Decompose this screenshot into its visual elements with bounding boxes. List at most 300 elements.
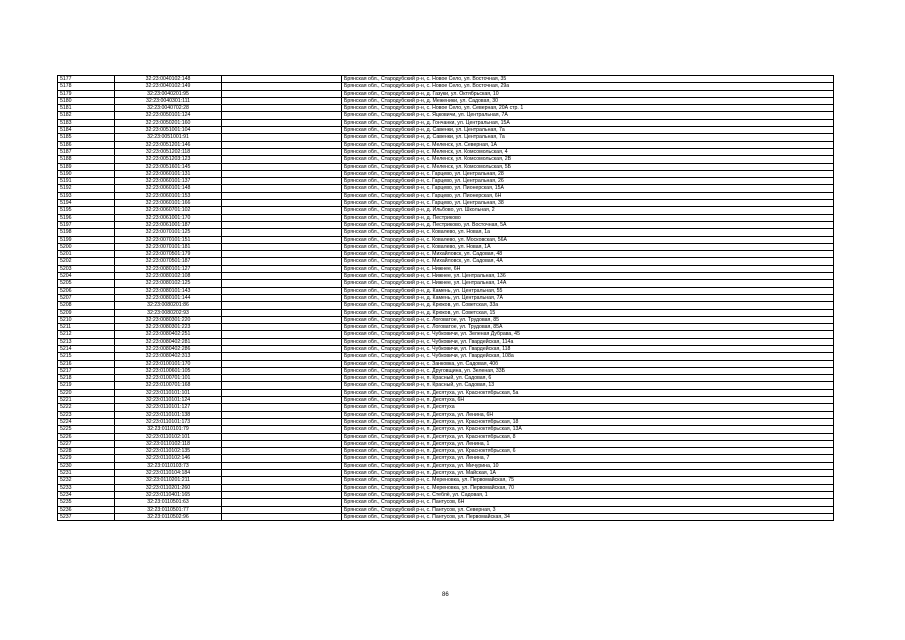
table-row (58, 353, 834, 360)
address-cell: Брянская обл., Стародубский р-н, д. Камень, ул. Центральная, 7А (342, 294, 834, 301)
row-number-cell: 5190 (58, 170, 115, 177)
row-number-cell: 5215 (58, 353, 115, 360)
address-cell: Брянская обл., Стародубский р-н, с. Меленск, ул. Комсомольская, 5Б (342, 163, 834, 170)
empty-cell (222, 462, 342, 469)
empty-cell (222, 185, 342, 192)
row-number-cell: 5192 (58, 185, 115, 192)
empty-cell (222, 229, 342, 236)
table-row (58, 287, 834, 294)
address-cell: Брянская обл., Стародубский р-н, с. Нижнее, 6Н (342, 265, 834, 272)
empty-cell (222, 200, 342, 207)
table-row (58, 309, 834, 316)
table-row (58, 251, 834, 258)
address-cell: Брянская обл., Стародубский р-н, с. Стеблё, ул. Садовая, 1 (342, 491, 834, 498)
address-cell: Брянская обл., Стародубский р-н, п. Десятуха, ул. Ленина, 6Н (342, 411, 834, 418)
address-cell: Брянская обл., Стародубский р-н, д. Крюков, ул. Советская, 33а (342, 302, 834, 309)
table-row (58, 170, 834, 177)
table-row (58, 506, 834, 513)
cadastral-number-cell: 32:23:0070101:125 (115, 229, 222, 236)
cadastral-number-cell: 32:23:0080202:93 (115, 309, 222, 316)
cadastral-number-cell: 32:23:0110101:124 (115, 397, 222, 404)
empty-cell (222, 148, 342, 155)
row-number-cell: 5213 (58, 338, 115, 345)
table-row (58, 76, 834, 83)
row-number-cell: 5217 (58, 367, 115, 374)
row-number-cell: 5202 (58, 258, 115, 265)
address-cell: Брянская обл., Стародубский р-н, с. Новое Село, ул. Восточная, 35 (342, 76, 834, 83)
address-cell: Брянская обл., Стародубский р-н, д. Пестриково (342, 214, 834, 221)
table-row (58, 221, 834, 228)
cadastral-number-cell: 32:23:0080101:127 (115, 265, 222, 272)
row-number-cell: 5226 (58, 433, 115, 440)
table-row (58, 375, 834, 382)
table-row (58, 324, 834, 331)
table-row (58, 448, 834, 455)
table-row (58, 499, 834, 506)
address-cell: Брянская обл., Стародубский р-н, п. Десятуха, ул. Ленина, 1 (342, 440, 834, 447)
table-row (58, 185, 834, 192)
address-cell: Брянская обл., Стародубский р-н, с. Меленск, ул. Комсомольская, 4 (342, 148, 834, 155)
row-number-cell: 5199 (58, 236, 115, 243)
empty-cell (222, 83, 342, 90)
cadastral-number-cell: 32:23:0051202:118 (115, 148, 222, 155)
empty-cell (222, 156, 342, 163)
table-row (58, 302, 834, 309)
empty-cell (222, 127, 342, 134)
row-number-cell: 5185 (58, 134, 115, 141)
address-cell: Брянская обл., Стародубский р-н, с. Друговщина, ул. Зеленая, 33Б (342, 367, 834, 374)
address-cell: Брянская обл., Стародубский р-н, д. Савенки, ул. Центральная, 7а (342, 127, 834, 134)
address-cell: Брянская обл., Стародубский р-н, с. Яцковичи, ул. Центральная, 7А (342, 112, 834, 119)
cadastral-number-cell: 32:23:0110401:165 (115, 491, 222, 498)
empty-cell (222, 178, 342, 185)
cadastral-number-cell: 32:23:0100601:105 (115, 367, 222, 374)
cadastral-number-cell: 32:23:0100101:170 (115, 360, 222, 367)
table-row (58, 491, 834, 498)
row-number-cell: 5186 (58, 141, 115, 148)
cadastral-number-cell: 32:23:0110201:211 (115, 477, 222, 484)
empty-cell (222, 513, 342, 520)
row-number-cell: 5178 (58, 83, 115, 90)
table-row (58, 119, 834, 126)
row-number-cell: 5228 (58, 448, 115, 455)
table-row (58, 112, 834, 119)
table-row (58, 367, 834, 374)
address-cell: Брянская обл., Стародубский р-н, с. Михайловск, ул. Садовая, 4А (342, 258, 834, 265)
cadastral-number-cell: 32:23:0060101:137 (115, 178, 222, 185)
address-cell: Брянская обл., Стародубский р-н, д. Крюков, ул. Советская, 15 (342, 309, 834, 316)
empty-cell (222, 360, 342, 367)
empty-cell (222, 258, 342, 265)
table-row (58, 90, 834, 97)
empty-cell (222, 273, 342, 280)
cadastral-number-cell: 32:23:0110502:96 (115, 513, 222, 520)
table-row (58, 265, 834, 272)
empty-cell (222, 418, 342, 425)
cadastral-number-cell: 32:23:0110102:118 (115, 440, 222, 447)
row-number-cell: 5229 (58, 455, 115, 462)
table-row (58, 455, 834, 462)
table-row (58, 273, 834, 280)
empty-cell (222, 448, 342, 455)
empty-cell (222, 105, 342, 112)
cadastral-number-cell: 32:23:0110103:73 (115, 462, 222, 469)
table-row (58, 331, 834, 338)
row-number-cell: 5216 (58, 360, 115, 367)
cadastral-number-cell: 32:23:0110104:184 (115, 470, 222, 477)
cadastral-number-cell: 32:23:0110101:173 (115, 418, 222, 425)
cadastral-number-cell: 32:23:0110501:63 (115, 499, 222, 506)
row-number-cell: 5212 (58, 331, 115, 338)
address-cell: Брянская обл., Стародубский р-н, с. Меленск, ул. Северная, 1А (342, 141, 834, 148)
row-number-cell: 5206 (58, 287, 115, 294)
row-number-cell: 5211 (58, 324, 115, 331)
address-cell: Брянская обл., Стародубский р-н, с. Пантусов, ул. Первомайская, 34 (342, 513, 834, 520)
row-number-cell: 5233 (58, 484, 115, 491)
table-row (58, 280, 834, 287)
row-number-cell: 5203 (58, 265, 115, 272)
table-row (58, 214, 834, 221)
cadastral-number-cell: 32:23:0060101:148 (115, 185, 222, 192)
address-cell: Брянская обл., Стародубский р-н, п. Десятуха, 6Н (342, 397, 834, 404)
empty-cell (222, 287, 342, 294)
cadastral-number-cell: 32:23:0061001:187 (115, 221, 222, 228)
empty-cell (222, 331, 342, 338)
table-row (58, 243, 834, 250)
cadastral-number-cell: 32:23:0110101:79 (115, 426, 222, 433)
table-row (58, 418, 834, 425)
cadastral-number-cell: 32:23:0110201:260 (115, 484, 222, 491)
row-number-cell: 5194 (58, 200, 115, 207)
table-row (58, 404, 834, 411)
row-number-cell: 5197 (58, 221, 115, 228)
row-number-cell: 5235 (58, 499, 115, 506)
cadastral-number-cell: 32:23:0080402:281 (115, 338, 222, 345)
cadastral-number-cell: 32:23:0051001:91 (115, 134, 222, 141)
row-number-cell: 5223 (58, 411, 115, 418)
table-row (58, 192, 834, 199)
address-cell: Брянская обл., Стародубский р-н, с. Чубковичи, ул. Зеленая Дубрава, 45 (342, 331, 834, 338)
table-row (58, 397, 834, 404)
table-row (58, 134, 834, 141)
table-row (58, 426, 834, 433)
address-cell: Брянская обл., Стародубский р-н, п. Десятуха, ул. Красноктябрьская, 6 (342, 448, 834, 455)
empty-cell (222, 163, 342, 170)
cadastral-number-cell: 32:23:0080402:251 (115, 331, 222, 338)
row-number-cell: 5205 (58, 280, 115, 287)
cadastral-number-cell: 32:23:0040102:148 (115, 76, 222, 83)
empty-cell (222, 433, 342, 440)
empty-cell (222, 265, 342, 272)
register-table (57, 75, 834, 521)
cadastral-number-cell: 32:23:0080402:313 (115, 353, 222, 360)
address-cell: Брянская обл., Стародубский р-н, п. Десятуха, ул. Красноктябрьская, 13А (342, 426, 834, 433)
cadastral-number-cell: 32:23:0110102:146 (115, 455, 222, 462)
empty-cell (222, 382, 342, 389)
address-cell: Брянская обл., Стародубский р-н, п. Десятуха, ул. Ленина, 7 (342, 455, 834, 462)
address-cell: Брянская обл., Стародубский р-н, с. Ковалево, ул. Новая, 1а (342, 229, 834, 236)
empty-cell (222, 170, 342, 177)
address-cell: Брянская обл., Стародубский р-н, с. Гарцево, ул. Пионерская, 6Н (342, 192, 834, 199)
row-number-cell: 5183 (58, 119, 115, 126)
cadastral-number-cell: 32:23:0110101:101 (115, 389, 222, 396)
empty-cell (222, 375, 342, 382)
cadastral-number-cell: 32:23:0040702:28 (115, 105, 222, 112)
register-table-body (58, 76, 834, 521)
empty-cell (222, 141, 342, 148)
address-cell: Брянская обл., Стародубский р-н, п. Десятуха (342, 404, 834, 411)
empty-cell (222, 214, 342, 221)
address-cell: Брянская обл., Стародубский р-н, с. Чубковичи, ул. Гвардейская, 108а (342, 353, 834, 360)
cadastral-number-cell: 32:23:0080102:125 (115, 280, 222, 287)
empty-cell (222, 316, 342, 323)
table-row (58, 200, 834, 207)
address-cell: Брянская обл., Стародубский р-н, с. Логоватое, ул. Трудовая, 85 (342, 316, 834, 323)
row-number-cell: 5204 (58, 273, 115, 280)
address-cell: Брянская обл., Стародубский р-н, п. Красный, ул. Садовая, 13 (342, 382, 834, 389)
cadastral-number-cell: 32:23:0080101:144 (115, 294, 222, 301)
table-row (58, 156, 834, 163)
table-row (58, 127, 834, 134)
address-cell: Брянская обл., Стародубский р-н, с. Ковалево, ул. Московская, 56А (342, 236, 834, 243)
address-cell: Брянская обл., Стародубский р-н, с. Новое Село, ул. Восточная, 29а (342, 83, 834, 90)
row-number-cell: 5218 (58, 375, 115, 382)
table-row (58, 411, 834, 418)
empty-cell (222, 97, 342, 104)
row-number-cell: 5188 (58, 156, 115, 163)
row-number-cell: 5182 (58, 112, 115, 119)
row-number-cell: 5193 (58, 192, 115, 199)
empty-cell (222, 76, 342, 83)
empty-cell (222, 367, 342, 374)
table-row (58, 163, 834, 170)
row-number-cell: 5189 (58, 163, 115, 170)
table-row (58, 178, 834, 185)
cadastral-number-cell: 32:23:0060101:131 (115, 170, 222, 177)
cadastral-number-cell: 32:23:0060101:153 (115, 192, 222, 199)
empty-cell (222, 440, 342, 447)
row-number-cell: 5234 (58, 491, 115, 498)
address-cell: Брянская обл., Стародубский р-н, п. Десятуха, ул. Красноктябрьская, 18 (342, 418, 834, 425)
table-row (58, 148, 834, 155)
cadastral-number-cell: 32:23:0070101:181 (115, 243, 222, 250)
row-number-cell: 5196 (58, 214, 115, 221)
address-cell: Брянская обл., Стародубский р-н, с. Меленск, ул. Комсомольская, 2В (342, 156, 834, 163)
address-cell: Брянская обл., Стародубский р-н, с. Гарцево, ул. Центральная, 26 (342, 178, 834, 185)
empty-cell (222, 243, 342, 250)
address-cell: Брянская обл., Стародубский р-н, д. Меженики, ул. Садовая, 30 (342, 97, 834, 104)
row-number-cell: 5219 (58, 382, 115, 389)
address-cell: Брянская обл., Стародубский р-н, с. Нижнее, ул. Центральная, 136 (342, 273, 834, 280)
address-cell: Брянская обл., Стародубский р-н, п. Десятуха, ул. Майская, 1А (342, 470, 834, 477)
cadastral-number-cell: 32:23:0080201:86 (115, 302, 222, 309)
address-cell: Брянская обл., Стародубский р-н, д. Газуки, ул. Октябрьская, 10 (342, 90, 834, 97)
address-cell: Брянская обл., Стародубский р-н, п. Десятуха, ул. Мичурина, 10 (342, 462, 834, 469)
table-row (58, 440, 834, 447)
cadastral-number-cell: 32:23:0100701:101 (115, 375, 222, 382)
empty-cell (222, 499, 342, 506)
cadastral-number-cell: 32:23:0060701:102 (115, 207, 222, 214)
cadastral-number-cell: 32:23:0040102:149 (115, 83, 222, 90)
empty-cell (222, 506, 342, 513)
cadastral-number-cell: 32:23:0110101:127 (115, 404, 222, 411)
empty-cell (222, 397, 342, 404)
row-number-cell: 5237 (58, 513, 115, 520)
empty-cell (222, 338, 342, 345)
address-cell: Брянская обл., Стародубский р-н, п. Десятуха, ул. Красноктябрьская, 8 (342, 433, 834, 440)
row-number-cell: 5227 (58, 440, 115, 447)
address-cell: Брянская обл., Стародубский р-н, д. Ильбово, ул. Школьная, 2 (342, 207, 834, 214)
row-number-cell: 5231 (58, 470, 115, 477)
table-row (58, 389, 834, 396)
row-number-cell: 5198 (58, 229, 115, 236)
empty-cell (222, 119, 342, 126)
cadastral-number-cell: 32:23:0050101:124 (115, 112, 222, 119)
cadastral-number-cell: 32:23:0080102:108 (115, 273, 222, 280)
empty-cell (222, 404, 342, 411)
row-number-cell: 5210 (58, 316, 115, 323)
cadastral-number-cell: 32:23:0070501:187 (115, 258, 222, 265)
address-cell: Брянская обл., Стародубский р-н, с. Нижнее, ул. Центральная, 14А (342, 280, 834, 287)
address-cell: Брянская обл., Стародубский р-н, д. Гончанки, ул. Центральная, 15А (342, 119, 834, 126)
empty-cell (222, 411, 342, 418)
table-row (58, 345, 834, 352)
row-number-cell: 5187 (58, 148, 115, 155)
empty-cell (222, 302, 342, 309)
table-row (58, 105, 834, 112)
address-cell: Брянская обл., Стародубский р-н, с. Логоватое, ул. Трудовая, 85А (342, 324, 834, 331)
row-number-cell: 5207 (58, 294, 115, 301)
cadastral-number-cell: 32:23:0080301:220 (115, 316, 222, 323)
row-number-cell: 5181 (58, 105, 115, 112)
empty-cell (222, 484, 342, 491)
table-row (58, 229, 834, 236)
table-row (58, 462, 834, 469)
table-row (58, 207, 834, 214)
row-number-cell: 5209 (58, 309, 115, 316)
table-row (58, 484, 834, 491)
empty-cell (222, 309, 342, 316)
cadastral-number-cell: 32:23:0051203:123 (115, 156, 222, 163)
cadastral-number-cell: 32:23:0080101:143 (115, 287, 222, 294)
empty-cell (222, 426, 342, 433)
table-row (58, 294, 834, 301)
address-cell: Брянская обл., Стародубский р-н, с. Новое Село, ул. Северная, 20А стр. 1 (342, 105, 834, 112)
table-row (58, 338, 834, 345)
cadastral-number-cell: 32:23:0060101:166 (115, 200, 222, 207)
address-cell: Брянская обл., Стародубский р-н, с. Пантусов, 6Н (342, 499, 834, 506)
row-number-cell: 5221 (58, 397, 115, 404)
cadastral-number-cell: 32:23:0051601:145 (115, 163, 222, 170)
address-cell: Брянская обл., Стародубский р-н, с. Чубковичи, ул. Гвардейская, 118 (342, 345, 834, 352)
empty-cell (222, 470, 342, 477)
cadastral-number-cell: 32:23:0050201:160 (115, 119, 222, 126)
cadastral-number-cell: 32:23:0080402:286 (115, 345, 222, 352)
empty-cell (222, 90, 342, 97)
row-number-cell: 5177 (58, 76, 115, 83)
address-cell: Брянская обл., Стародубский р-н, с. Ковалево, ул. Новая, 1А (342, 243, 834, 250)
address-cell: Брянская обл., Стародубский р-н, с. Гарцево, ул. Пионерская, 15А (342, 185, 834, 192)
row-number-cell: 5208 (58, 302, 115, 309)
empty-cell (222, 134, 342, 141)
address-cell: Брянская обл., Стародубский р-н, п. Десятуха, ул. Красноктябрьская, 5а (342, 389, 834, 396)
empty-cell (222, 280, 342, 287)
empty-cell (222, 192, 342, 199)
table-row (58, 236, 834, 243)
row-number-cell: 5179 (58, 90, 115, 97)
row-number-cell: 5222 (58, 404, 115, 411)
row-number-cell: 5225 (58, 426, 115, 433)
empty-cell (222, 353, 342, 360)
row-number-cell: 5232 (58, 477, 115, 484)
row-number-cell: 5191 (58, 178, 115, 185)
empty-cell (222, 207, 342, 214)
address-cell: Брянская обл., Стародубский р-н, д. Пестриково, ул. Восточная, 5А (342, 221, 834, 228)
empty-cell (222, 324, 342, 331)
empty-cell (222, 389, 342, 396)
cadastral-number-cell: 32:23:0110102:135 (115, 448, 222, 455)
address-cell: Брянская обл., Стародубский р-н, с. Гарцево, ул. Центральная, 38 (342, 200, 834, 207)
address-cell: Брянская обл., Стародубский р-н, с. Мереновка, ул. Первомайская, 75 (342, 477, 834, 484)
address-cell: Брянская обл., Стародубский р-н, с. Мереновка, ул. Первомайская, 70 (342, 484, 834, 491)
table-row (58, 141, 834, 148)
cadastral-number-cell: 32:23:0051201:146 (115, 141, 222, 148)
row-number-cell: 5224 (58, 418, 115, 425)
empty-cell (222, 236, 342, 243)
row-number-cell: 5220 (58, 389, 115, 396)
table-row (58, 316, 834, 323)
address-cell: Брянская обл., Стародубский р-н, с. Чубковичи, ул. Гвардейская, 114а (342, 338, 834, 345)
row-number-cell: 5180 (58, 97, 115, 104)
row-number-cell: 5195 (58, 207, 115, 214)
empty-cell (222, 294, 342, 301)
cadastral-number-cell: 32:23:0110102:101 (115, 433, 222, 440)
empty-cell (222, 491, 342, 498)
empty-cell (222, 345, 342, 352)
address-cell: Брянская обл., Стародубский р-н, с. Гарцево, ул. Центральная, 28 (342, 170, 834, 177)
table-row (58, 97, 834, 104)
table-row (58, 258, 834, 265)
cadastral-number-cell: 32:23:0040301:111 (115, 97, 222, 104)
empty-cell (222, 221, 342, 228)
cadastral-number-cell: 32:23:0110101:138 (115, 411, 222, 418)
table-row (58, 477, 834, 484)
address-cell: Брянская обл., Стародубский р-н, п. Красный, ул. Садовая, 6 (342, 375, 834, 382)
row-number-cell: 5184 (58, 127, 115, 134)
empty-cell (222, 251, 342, 258)
address-cell: Брянская обл., Стародубский р-н, с. Пантусов, ул. Северная, 3 (342, 506, 834, 513)
row-number-cell: 5201 (58, 251, 115, 258)
address-cell: Брянская обл., Стародубский р-н, д. Камень, ул. Центральная, 55 (342, 287, 834, 294)
table-row (58, 433, 834, 440)
empty-cell (222, 455, 342, 462)
page-number: 86 (442, 592, 449, 598)
empty-cell (222, 112, 342, 119)
table-row (58, 470, 834, 477)
cadastral-number-cell: 32:23:0080301:223 (115, 324, 222, 331)
row-number-cell: 5200 (58, 243, 115, 250)
address-cell: Брянская обл., Стародубский р-н, с. Михайловск, ул. Садовая, 48 (342, 251, 834, 258)
table-row (58, 360, 834, 367)
table-row (58, 382, 834, 389)
table-row (58, 83, 834, 90)
row-number-cell: 5236 (58, 506, 115, 513)
row-number-cell: 5230 (58, 462, 115, 469)
cadastral-number-cell: 32:23:0070101:151 (115, 236, 222, 243)
address-cell: Брянская обл., Стародубский р-н, с. Занковка, ул. Садовая, 40б (342, 360, 834, 367)
cadastral-number-cell: 32:23:0051001:104 (115, 127, 222, 134)
cadastral-number-cell: 32:23:0110501:77 (115, 506, 222, 513)
